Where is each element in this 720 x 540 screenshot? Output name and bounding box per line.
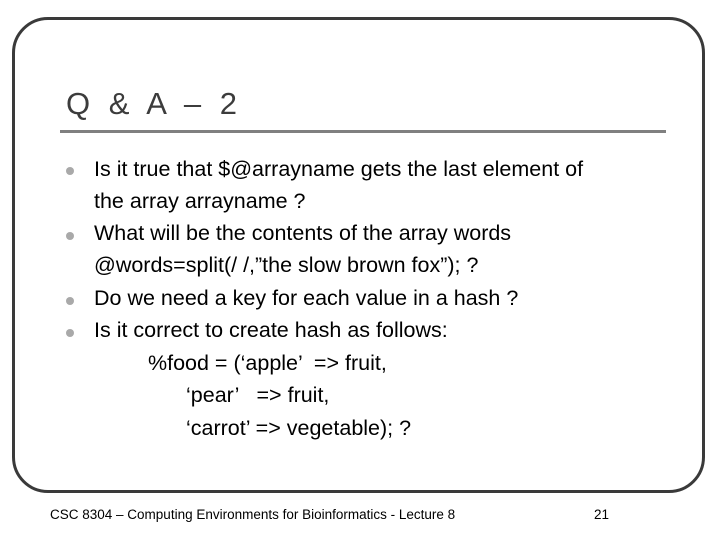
- slide-title: Q & A – 2: [66, 86, 242, 121]
- bullet-text-line: Is it correct to create hash as follows:: [94, 318, 448, 342]
- bullet-2: [66, 232, 74, 240]
- bullet-3: [66, 297, 74, 305]
- footer-course: CSC 8304 – Computing Environments for Bioinformatics - Lecture 8: [50, 507, 456, 522]
- bullet-text-line: @words=split(/ /,”the slow brown fox”); ?: [94, 253, 479, 277]
- title-divider: [60, 130, 666, 133]
- bullet-text-line: Do we need a key for each value in a hash ?: [94, 286, 519, 310]
- code-line: ‘carrot’ => vegetable); ?: [186, 416, 412, 440]
- bullet-text-line: Is it true that $@arrayname gets the last element of: [94, 157, 584, 181]
- bullet-text-line: What will be the contents of the array words: [94, 221, 512, 245]
- bullet-text-line: the array arrayname ?: [94, 189, 306, 213]
- bullet-1: [66, 167, 74, 175]
- bullet-4: [66, 329, 74, 337]
- page-number: 21: [594, 507, 610, 522]
- code-line: ‘pear’ => fruit,: [186, 383, 330, 407]
- code-line: %food = (‘apple’ => fruit,: [148, 351, 387, 375]
